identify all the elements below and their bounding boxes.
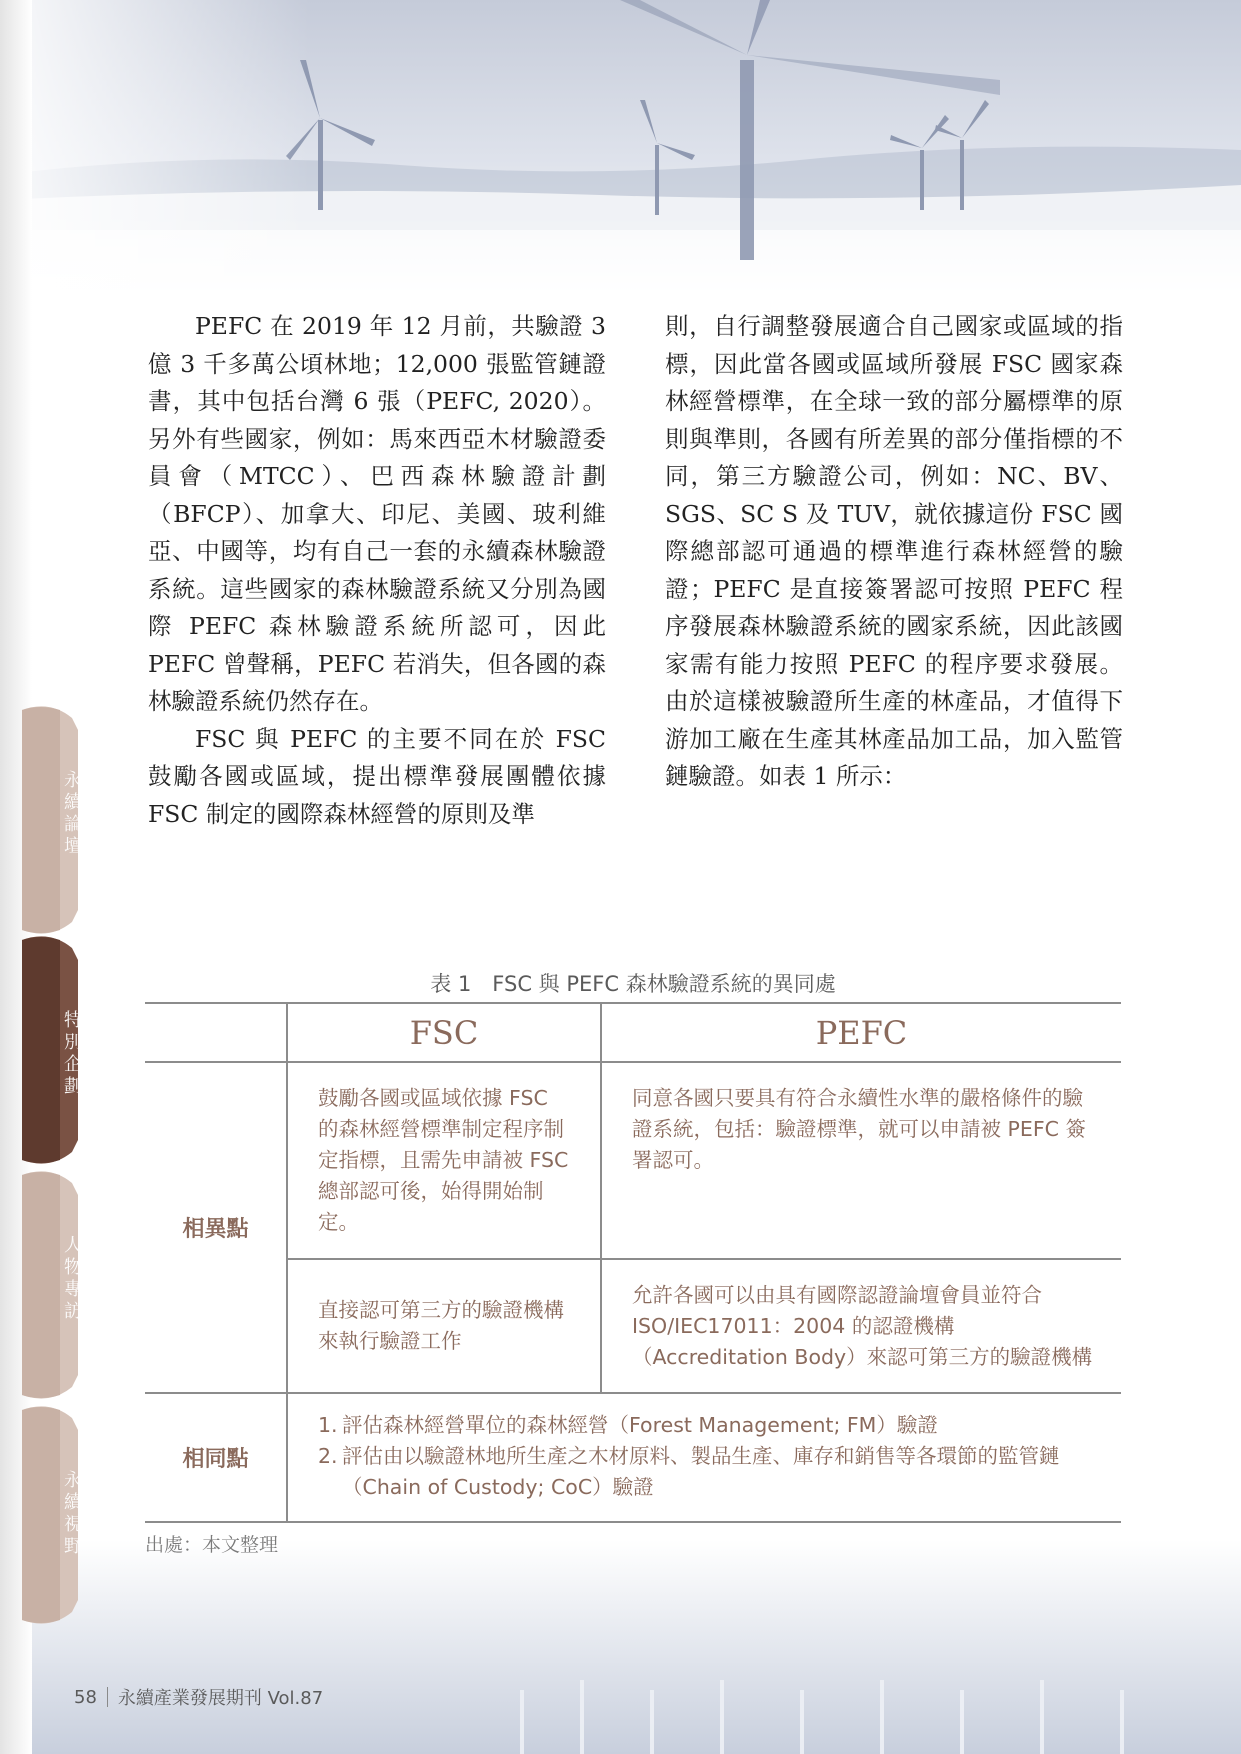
side-tab-label: 特別企劃	[61, 1010, 82, 1098]
table-cell: 直接認可第三方的驗證機構來執行驗證工作	[287, 1259, 601, 1393]
footer-background-image	[0, 1540, 1241, 1754]
table-cell	[287, 1393, 1121, 1522]
page-footer	[74, 1684, 323, 1710]
table-row	[145, 1393, 1121, 1522]
table-header-empty	[145, 1003, 287, 1062]
table-row	[145, 1259, 1121, 1393]
row-label-similarities: 相同點	[145, 1393, 287, 1522]
side-tab-label: 人物專訪	[61, 1235, 82, 1323]
body-paragraph: PEFC 在 2019 年 12 月前，共驗證 3 億 3 千多萬公頃林地；12,000 張監管鏈證書，其中包括台灣 6 張（PEFC, 2020）。另外有些國家，例如：馬來西亞木材驗證委員會（MTCC）、巴西森林驗證計劃（BFCP）、加拿大、印尼、美國、玻利維亞、中國等，均有自己一套的永續森林驗證系統。這些國家的森林驗證系統又分別為國際 PEFC 森林驗證系統所認可，因此 PEFC 曾聲稱，PEFC 若消失，但各國的森林驗證系統仍然存在。	[148, 312, 606, 715]
row-label-differences: 相異點	[145, 1062, 287, 1393]
table-header-row	[145, 1003, 1121, 1062]
list-item	[318, 1441, 1093, 1503]
comparison-table	[145, 1002, 1121, 1523]
list-number: 2.	[318, 1444, 338, 1468]
list-text: 評估森林經營單位的森林經營（Forest Management; FM）驗證	[342, 1413, 938, 1437]
table-header-fsc: FSC	[287, 1003, 601, 1062]
side-tab-interview[interactable]	[20, 1165, 80, 1405]
table-caption: 表 1 FSC 與 PEFC 森林驗證系統的異同處	[430, 972, 836, 996]
side-tab-label: 永續論壇	[61, 770, 82, 858]
similarities-list	[288, 1394, 1121, 1521]
table-cell: 鼓勵各國或區域依據 FSC 的森林經營標準制定程序制定指標，且需先申請被 FSC 總部認可後，始得開始制定。	[287, 1062, 601, 1259]
side-tab-forum[interactable]	[20, 700, 80, 940]
list-number: 1.	[318, 1413, 338, 1437]
table-cell: 允許各國可以由具有國際認證論壇會員並符合 ISO/IEC17011：2004 的認證機構（Accreditation Body）來認可第三方的驗證機構	[601, 1259, 1121, 1393]
page-number: 58	[74, 1686, 97, 1708]
header-banner-image	[0, 0, 1241, 300]
footer-divider	[107, 1687, 108, 1707]
table-header-pefc: PEFC	[601, 1003, 1121, 1062]
journal-title: 永續產業發展期刊 Vol.87	[117, 1688, 324, 1709]
table-row	[145, 1062, 1121, 1259]
side-tab-vision[interactable]	[20, 1400, 80, 1630]
body-column-right	[665, 308, 1123, 796]
side-tab-special-feature[interactable]	[20, 930, 80, 1170]
body-column-left	[148, 308, 606, 833]
body-paragraph: FSC 與 PEFC 的主要不同在於 FSC 鼓勵各國或區域，提出標準發展團體依據 FSC 制定的國際森林經營的原則及準	[148, 724, 606, 828]
list-item	[318, 1410, 1093, 1441]
list-text: 評估由以驗證林地所生產之木材原料、製品生產、庫存和銷售等各環節的監管鏈（Chain of Custody; CoC）驗證	[342, 1444, 1060, 1499]
side-tab-label: 永續視野	[61, 1470, 82, 1558]
table-source-note: 出處：本文整理	[145, 1534, 279, 1556]
table-cell: 同意各國只要具有符合永續性水準的嚴格條件的驗證系統，包括：驗證標準，就可以申請被 PEFC 簽署認可。	[601, 1062, 1121, 1259]
body-paragraph: 則，自行調整發展適合自己國家或區域的指標，因此當各國或區域所發展 FSC 國家森林經營標準，在全球一致的部分屬標準的原則與準則，各國有所差異的部分僅指標的不同，第三方驗證公司，例如：NC、BV、SGS、SC S 及 TUV，就依據這份 FSC 國際總部認可通過的標準進行森林經營的驗證；PEFC 是直接簽署認可按照 PEFC 程序發展森林驗證系統的國家系統，因此該國家需有能力按照 PEFC 的程序要求發展。由於這樣被驗證所生產的林產品，才值得下游加工廠在生產其林產品加工品，加入監管鏈驗證。如表 1 所示：	[665, 312, 1123, 790]
